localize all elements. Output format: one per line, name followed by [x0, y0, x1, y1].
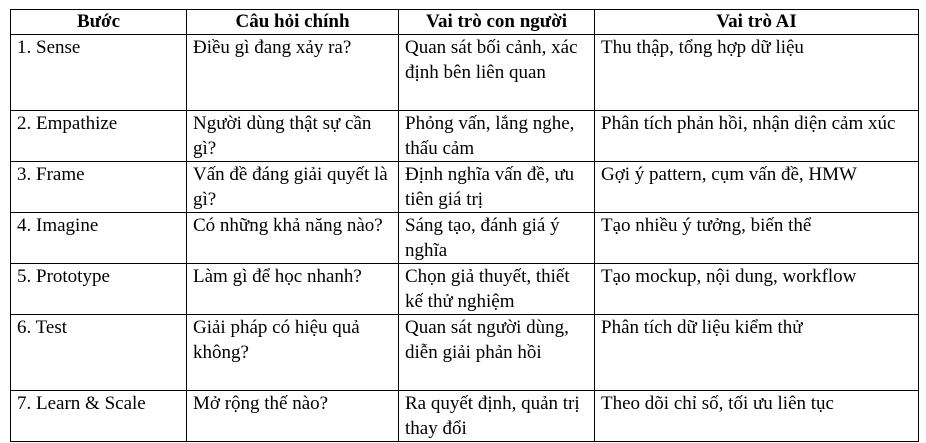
cell-human-role: Sáng tạo, đánh giá ý nghĩa — [399, 213, 595, 264]
table-row — [11, 315, 919, 391]
header-ai-role: Vai trò AI — [595, 10, 919, 35]
cell-question: Làm gì để học nhanh? — [187, 264, 399, 315]
cell-step: 1. Sense — [11, 35, 187, 111]
cell-question: Vấn đề đáng giải quyết là gì? — [187, 162, 399, 213]
cell-step: 2. Empathize — [11, 111, 187, 162]
cell-step: 3. Frame — [11, 162, 187, 213]
cell-ai-role: Tạo nhiều ý tưởng, biến thể — [595, 213, 919, 264]
table-row — [11, 213, 919, 264]
header-step: Bước — [11, 10, 187, 35]
cell-human-role: Định nghĩa vấn đề, ưu tiên giá trị — [399, 162, 595, 213]
cell-ai-role: Tạo mockup, nội dung, workflow — [595, 264, 919, 315]
cell-human-role: Phỏng vấn, lắng nghe, thấu cảm — [399, 111, 595, 162]
cell-human-role: Quan sát người dùng, diễn giải phản hồi — [399, 315, 595, 391]
cell-question: Điều gì đang xảy ra? — [187, 35, 399, 111]
cell-ai-role: Phân tích dữ liệu kiểm thử — [595, 315, 919, 391]
cell-ai-role: Thu thập, tổng hợp dữ liệu — [595, 35, 919, 111]
table-row — [11, 35, 919, 111]
header-row — [11, 10, 919, 35]
cell-step: 5. Prototype — [11, 264, 187, 315]
cell-ai-role: Phân tích phản hồi, nhận diện cảm xúc — [595, 111, 919, 162]
cell-human-role: Chọn giả thuyết, thiết kế thử nghiệm — [399, 264, 595, 315]
cell-step: 7. Learn & Scale — [11, 391, 187, 442]
table-row — [11, 391, 919, 442]
header-human-role: Vai trò con người — [399, 10, 595, 35]
cell-step: 6. Test — [11, 315, 187, 391]
cell-human-role: Quan sát bối cảnh, xác định bên liên quan — [399, 35, 595, 111]
table-row — [11, 264, 919, 315]
header-question: Câu hỏi chính — [187, 10, 399, 35]
cell-question: Người dùng thật sự cần gì? — [187, 111, 399, 162]
cell-question: Giải pháp có hiệu quả không? — [187, 315, 399, 391]
process-table — [10, 9, 919, 442]
table-row — [11, 162, 919, 213]
cell-human-role: Ra quyết định, quản trị thay đổi — [399, 391, 595, 442]
table-row — [11, 111, 919, 162]
cell-ai-role: Gợi ý pattern, cụm vấn đề, HMW — [595, 162, 919, 213]
cell-question: Mở rộng thế nào? — [187, 391, 399, 442]
cell-question: Có những khả năng nào? — [187, 213, 399, 264]
cell-ai-role: Theo dõi chỉ số, tối ưu liên tục — [595, 391, 919, 442]
cell-step: 4. Imagine — [11, 213, 187, 264]
